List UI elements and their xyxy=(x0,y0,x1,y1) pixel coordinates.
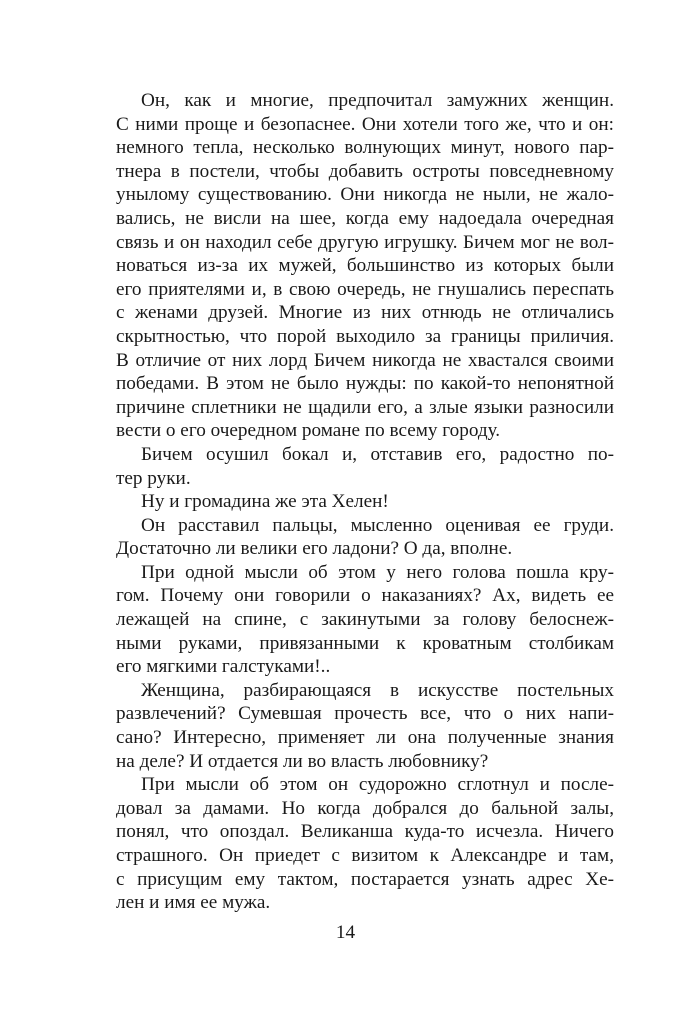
text-line: его мягкими галстуками!.. xyxy=(116,656,331,678)
text-line: понял, что опоздал. Великанша куда-то исчезла. Ничего xyxy=(116,821,614,843)
text-line: гом. Почему они говорили о наказаниях? Ах, видеть ее xyxy=(116,585,614,607)
text-line: Женщина, разбирающаяся в искусстве постельных xyxy=(141,679,614,701)
text-line: страшного. Он приедет с визитом к Александре и там, xyxy=(116,845,614,866)
paragraph xyxy=(116,490,614,514)
book-page-text xyxy=(116,89,614,915)
text-line: Ну и громадина же эта Хелен! xyxy=(141,491,389,513)
text-line: с женами друзей. Многие из них отнюдь не отличались xyxy=(116,302,614,324)
paragraph xyxy=(116,89,614,443)
text-line: лежащей на спине, с закинутыми за голову белоснеж- xyxy=(116,609,614,631)
text-line: Достаточно ли велики его ладони? О да, вполне. xyxy=(116,538,513,560)
text-line: При одной мысли об этом у него голова пошла кру- xyxy=(141,561,614,583)
paragraph xyxy=(116,514,614,561)
paragraph xyxy=(116,561,614,679)
text-line: сано? Интересно, применяет ли она полученные знания xyxy=(116,727,614,749)
text-line: развлечений? Сумевшая прочесть все, что о них напи- xyxy=(116,703,614,725)
text-line: связь и он находил себе другую игрушку. Бичем мог не вол- xyxy=(116,231,614,253)
text-line: на деле? И отдается ли во власть любовнику? xyxy=(116,750,489,772)
text-line: В отличие от них лорд Бичем никогда не хвастался своими xyxy=(116,349,614,371)
text-line: его приятелями и, в свою очередь, не гнушались переспать xyxy=(116,278,614,300)
text-line: довал за дамами. Но когда добрался до бальной залы, xyxy=(116,797,614,819)
text-line: скрытностью, что порой выходило за границы приличия. xyxy=(116,325,614,347)
text-line: При мысли об этом он судорожно сглотнул и после- xyxy=(141,774,614,796)
text-line: причине сплетники не щадили его, а злые языки разносили xyxy=(116,396,614,418)
text-line: Он, как и многие, предпочитал замужних женщин. xyxy=(141,90,614,111)
text-line: Бичем осушил бокал и, отставив его, радостно по- xyxy=(141,443,614,465)
text-line: немного тепла, несколько волнующих минут, нового пар- xyxy=(116,137,614,159)
text-line: вести о его очередном романе по всему городу. xyxy=(116,420,501,442)
text-line: победами. В этом не было нужды: по какой-то непонятной xyxy=(116,373,614,395)
text-line: Он расставил пальцы, мысленно оценивая ее груди. xyxy=(141,514,614,536)
text-line: новаться из-за их мужей, большинство из которых были xyxy=(116,255,614,277)
paragraph xyxy=(116,773,614,915)
text-line: унылому существованию. Они никогда не ныли, не жало- xyxy=(116,184,614,206)
text-line: с присущим ему тактом, постарается узнать адрес Хе- xyxy=(116,868,614,890)
text-line: лен и имя ее мужа. xyxy=(116,892,271,914)
paragraph xyxy=(116,679,614,773)
text-line: С ними проще и безопаснее. Они хотели того же, что и он: xyxy=(116,113,614,135)
text-line: тер руки. xyxy=(116,467,191,489)
paragraph xyxy=(116,443,614,490)
page-number: 14 xyxy=(335,922,356,943)
text-line: тнера в постели, чтобы добавить остроты повседневному xyxy=(116,160,614,182)
text-line: вались, не висли на шее, когда ему надоедала очередная xyxy=(116,207,614,229)
text-line: ными руками, привязанными к кроватным столбикам xyxy=(116,632,614,654)
